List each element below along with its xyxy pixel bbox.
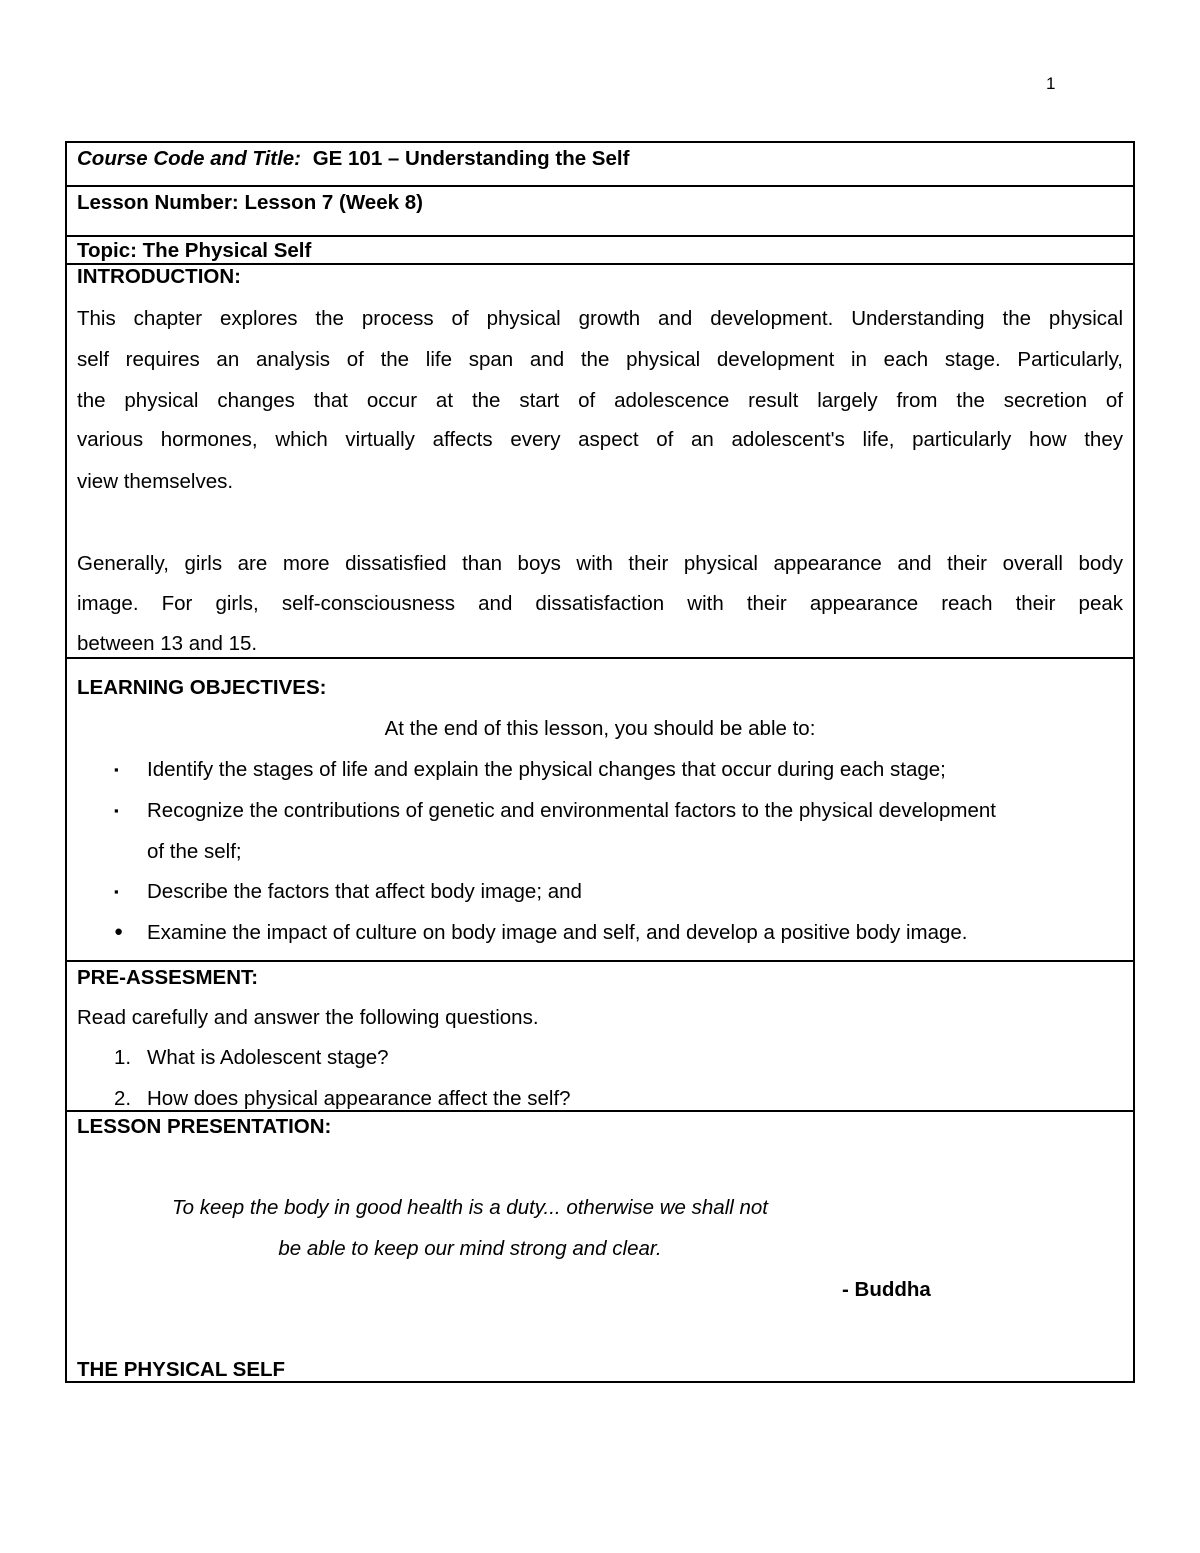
- intro-line: the physical changes that occur at the start of adolescence result largely from the secretion of: [77, 389, 1123, 412]
- question-text: How does physical appearance affect the self?: [147, 1087, 571, 1110]
- question-text: What is Adolescent stage?: [147, 1046, 389, 1069]
- objective-text: Describe the factors that affect body image; and: [147, 880, 582, 903]
- objective-text: Recognize the contributions of genetic and environmental factors to the physical development: [147, 799, 996, 822]
- quote-line: To keep the body in good health is a duty... otherwise we shall not: [171, 1196, 769, 1219]
- intro-line: Generally, girls are more dissatisfied than boys with their physical appearance and their overall body: [77, 552, 1123, 575]
- section-title: THE PHYSICAL SELF: [77, 1358, 286, 1381]
- lesson-presentation-heading: LESSON PRESENTATION:: [77, 1115, 332, 1138]
- question-number: 2.: [114, 1087, 132, 1110]
- intro-line: various hormones, which virtually affects every aspect of an adolescent's life, particularly how they: [77, 428, 1123, 451]
- intro-line: view themselves.: [77, 470, 234, 493]
- introduction-heading: INTRODUCTION:: [77, 265, 241, 288]
- lesson-presentation-section: [67, 1112, 1133, 1381]
- objectives-intro: At the end of this lesson, you should be able to:: [384, 717, 816, 740]
- quote-line: be able to keep our mind strong and clear.: [278, 1237, 662, 1260]
- course-row: [67, 143, 1133, 187]
- page-number: 1: [1046, 74, 1056, 93]
- course-value: GE 101 – Understanding the Self: [312, 147, 630, 170]
- topic: Topic: The Physical Self: [77, 239, 312, 262]
- intro-line: between 13 and 15.: [77, 632, 258, 655]
- objectives-heading: LEARNING OBJECTIVES:: [77, 676, 327, 699]
- quote-attribution: - Buddha: [842, 1278, 931, 1301]
- objective-text: of the self;: [147, 840, 242, 863]
- bullet-icon: ▪: [114, 762, 119, 777]
- intro-line: self requires an analysis of the life span and the physical development in each stage. Particularly,: [77, 348, 1123, 371]
- pre-assessment-section: [67, 962, 1133, 1112]
- course-label: Course Code and Title:: [77, 147, 302, 170]
- intro-line: This chapter explores the process of physical growth and development. Understanding the physical: [77, 307, 1123, 330]
- objective-text: Identify the stages of life and explain the physical changes that occur during each stage;: [147, 758, 946, 781]
- pre-assessment-instruction: Read carefully and answer the following questions.: [77, 1006, 539, 1029]
- question-number: 1.: [114, 1046, 132, 1069]
- bullet-icon: ▪: [114, 884, 119, 899]
- objectives-section: [67, 659, 1133, 962]
- lesson-number-row: [67, 187, 1133, 237]
- bullet-icon: ●: [114, 923, 124, 940]
- topic-row: [67, 237, 1133, 265]
- introduction-section: [67, 265, 1133, 659]
- intro-line: image. For girls, self-consciousness and dissatisfaction with their appearance reach their peak: [77, 592, 1123, 615]
- lesson-table: [65, 141, 1135, 1383]
- pre-assessment-heading: PRE-ASSESMENT:: [77, 966, 259, 989]
- bullet-icon: ▪: [114, 803, 119, 818]
- objective-text: Examine the impact of culture on body image and self, and develop a positive body image.: [147, 921, 968, 944]
- lesson-number: Lesson Number: Lesson 7 (Week 8): [77, 191, 423, 214]
